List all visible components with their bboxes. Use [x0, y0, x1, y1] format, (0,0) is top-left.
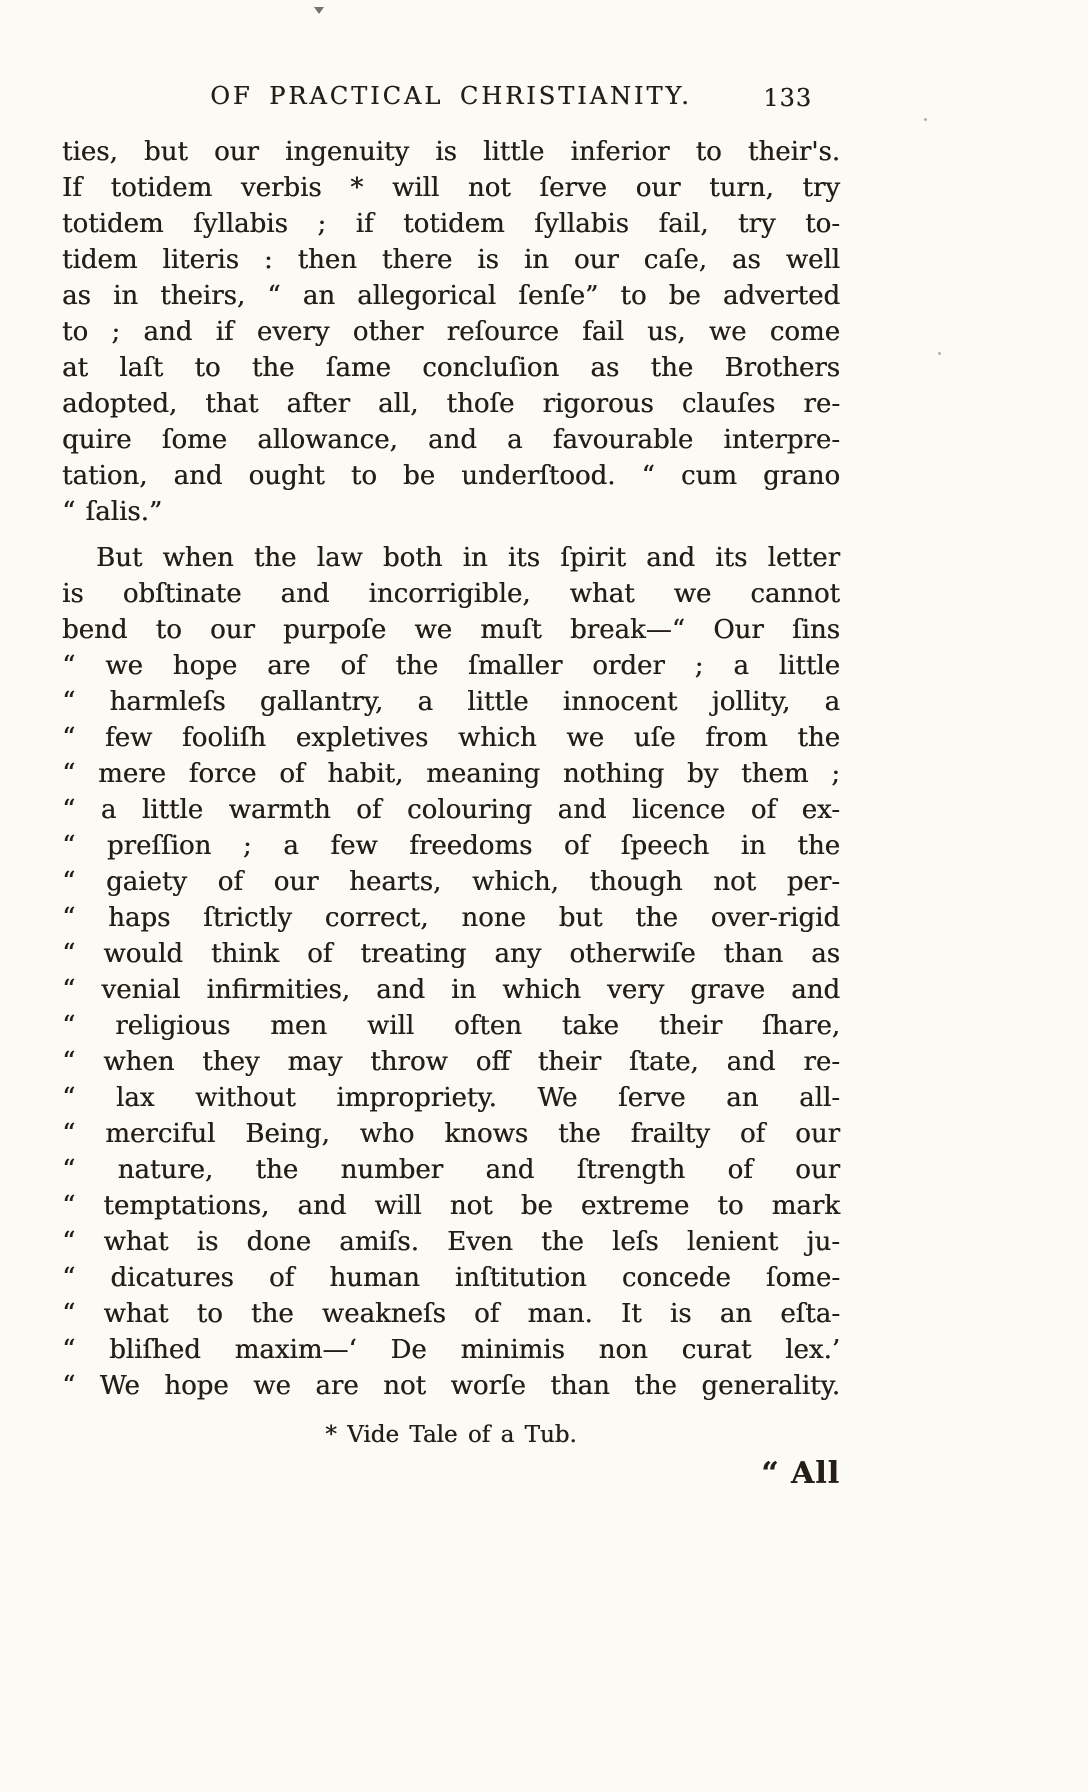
text-line: “ when they may throw off their ſtate, and re- — [62, 1047, 840, 1077]
text-line: “ venial infirmities, and in which very grave and — [62, 975, 840, 1005]
text-line: quire ſome allowance, and a favourable interpre- — [62, 425, 840, 455]
text-line: at laſt to the ſame concluſion as the Brothers — [62, 353, 840, 383]
scan-artifact-mark — [314, 7, 324, 14]
text-line: totidem ſyllabis ; if totidem ſyllabis fail, try to- — [62, 209, 840, 239]
text-line: is obſtinate and incorrigible, what we cannot — [62, 579, 840, 609]
text-line: adopted, that after all, thoſe rigorous clauſes re- — [62, 389, 840, 419]
text-line: “ bliſhed maxim—‘ De minimis non curat lex.’ — [62, 1335, 840, 1365]
text-line: as in theirs, “ an allegorical ſenſe” to be adverted — [62, 281, 840, 311]
text-line: “ mere force of habit, meaning nothing by them ; — [62, 759, 840, 789]
catchword: “ All — [761, 1456, 840, 1491]
paragraph — [62, 540, 840, 1404]
text-line: “ religious men will often take their ſhare, — [62, 1011, 840, 1041]
text-line: ties, but our ingenuity is little inferior to their's. — [62, 137, 840, 167]
text-line: But when the law both in its ſpirit and its letter — [96, 543, 840, 573]
text-line: tidem literis : then there is in our caſe, as well — [62, 245, 840, 275]
text-line: “ preſſion ; a few freedoms of ſpeech in the — [62, 831, 840, 861]
text-block — [62, 134, 840, 1404]
text-line: “ what to the weakneſs of man. It is an eſta- — [62, 1299, 840, 1329]
running-title: OF PRACTICAL CHRISTIANITY. — [210, 82, 692, 110]
text-line: If totidem verbis * will not ſerve our turn, try — [62, 173, 840, 203]
text-line: tation, and ought to be underſtood. “ cum grano — [62, 461, 840, 491]
text-line: “ a little warmth of colouring and licence of ex- — [62, 795, 840, 825]
page-number: 133 — [763, 84, 812, 112]
paragraph — [62, 134, 840, 530]
text-line: “ haps ſtrictly correct, none but the over-rigid — [62, 903, 840, 933]
scan-artifact-dot — [938, 352, 941, 355]
text-column — [62, 82, 840, 1491]
scan-artifact-dot — [924, 118, 927, 121]
footnote: * Vide Tale of a Tub. — [325, 1422, 577, 1448]
text-line: “ we hope are of the ſmaller order ; a little — [62, 651, 840, 681]
text-line: “ lax without impropriety. We ſerve an all- — [62, 1083, 840, 1113]
text-line: “ what is done amiſs. Even the leſs lenient ju- — [62, 1227, 840, 1257]
text-line: “ ſalis.” — [62, 497, 163, 527]
text-line: “ dicatures of human inſtitution concede ſome- — [62, 1263, 840, 1293]
page-header — [62, 82, 840, 116]
text-line: “ gaiety of our hearts, which, though not per- — [62, 867, 840, 897]
text-line: “ would think of treating any otherwiſe than as — [62, 939, 840, 969]
text-line: to ; and if every other reſource fail us, we come — [62, 317, 840, 347]
text-line: bend to our purpoſe we muſt break—“ Our ſins — [62, 615, 840, 645]
text-line: “ few fooliſh expletives which we uſe from the — [62, 723, 840, 753]
text-line: “ nature, the number and ſtrength of our — [62, 1155, 840, 1185]
text-line: “ harmleſs gallantry, a little innocent jollity, a — [62, 687, 840, 717]
text-line: “ temptations, and will not be extreme to mark — [62, 1191, 840, 1221]
text-line: “ We hope we are not worſe than the generality. — [62, 1371, 840, 1401]
text-line: “ merciful Being, who knows the frailty of our — [62, 1119, 840, 1149]
